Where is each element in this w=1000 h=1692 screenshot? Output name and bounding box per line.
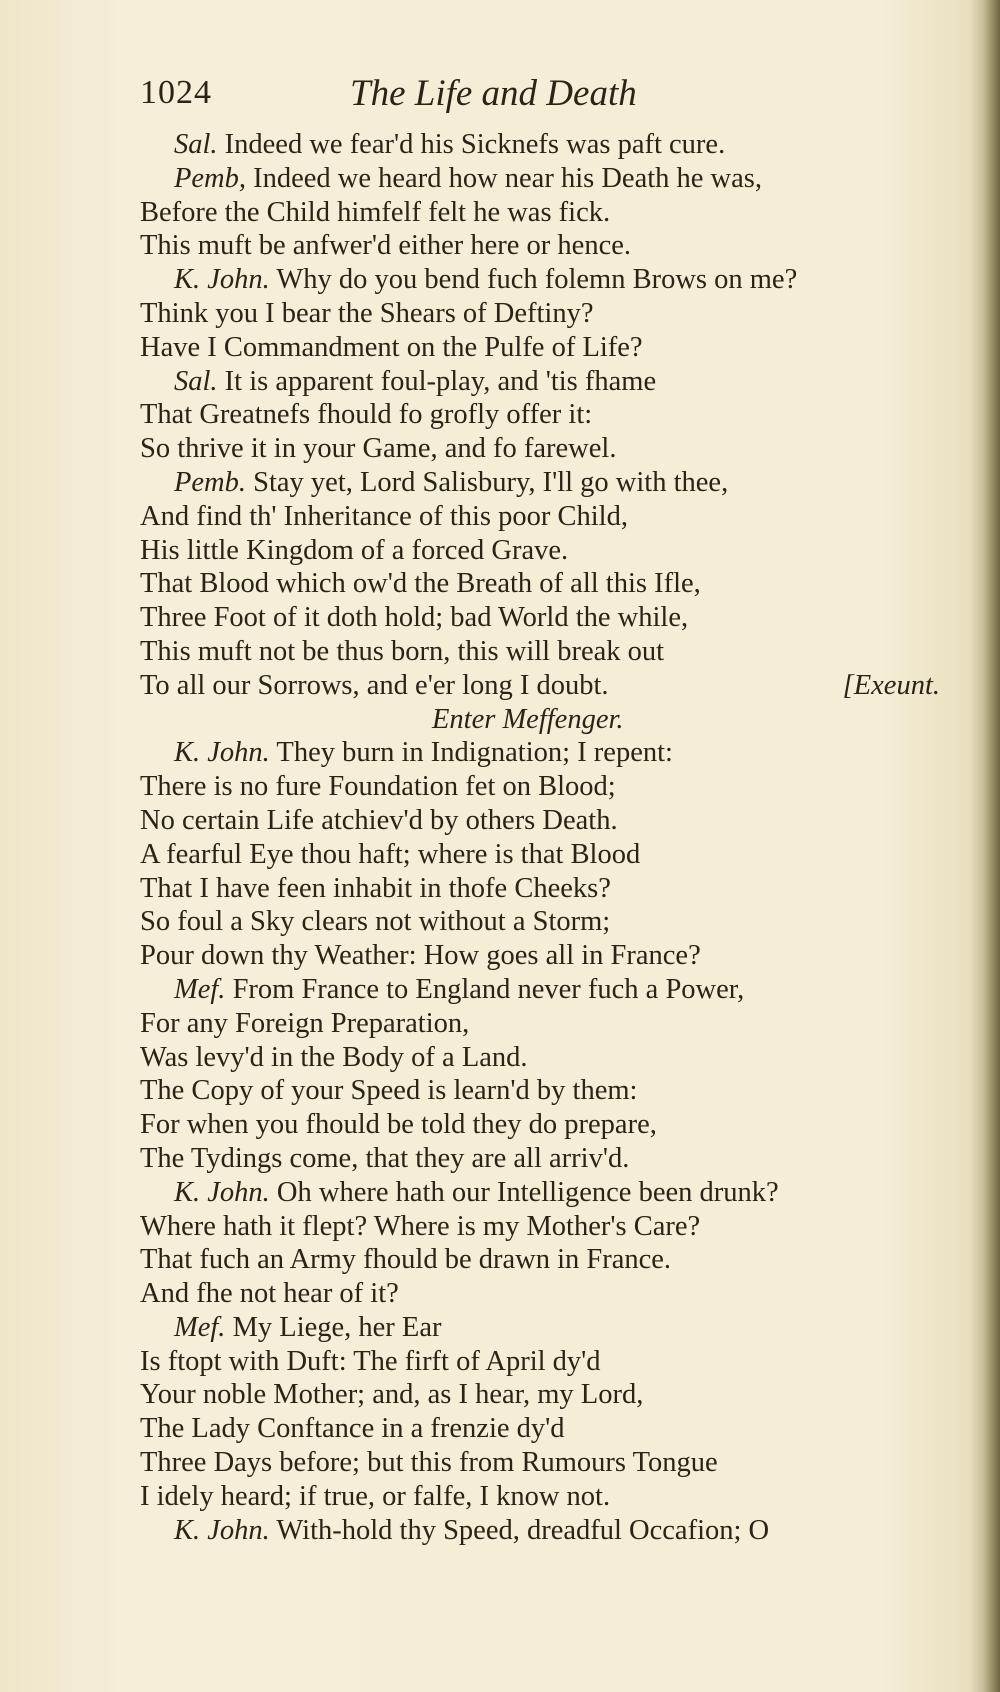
verse-line xyxy=(140,1412,940,1446)
line-text: From France to England never fuch a Power, xyxy=(225,973,745,1005)
line-text: Your noble Mother; and, as I hear, my Lord, xyxy=(140,1379,644,1411)
speaker-name: K. John. xyxy=(174,1176,270,1208)
verse-line xyxy=(140,973,940,1007)
line-text: Where hath it flept? Where is my Mother's Care? xyxy=(140,1210,701,1242)
verse-line xyxy=(140,567,940,601)
line-text: That I have feen inhabit in thofe Cheeks? xyxy=(140,872,611,904)
line-text: For when you fhould be told they do prepare, xyxy=(140,1109,657,1141)
line-text: Before the Child himfelf felt he was fick. xyxy=(140,196,611,228)
speaker-name: K. John. xyxy=(174,264,270,296)
verse-line xyxy=(140,770,940,804)
stage-direction xyxy=(140,703,940,737)
speaker-name: Mef. xyxy=(174,973,226,1005)
line-text: Three Days before; but this from Rumours Tongue xyxy=(140,1447,718,1479)
speaker-name: Sal. xyxy=(174,365,218,397)
verse-line xyxy=(140,1514,940,1548)
verse-line xyxy=(140,365,940,399)
verse-line xyxy=(140,1243,940,1277)
speaker-name: Pemb, xyxy=(174,162,247,194)
verse-line xyxy=(140,1210,940,1244)
play-text xyxy=(140,128,940,1547)
line-text: This muft not be thus born, this will break out xyxy=(140,635,665,667)
line-text: This muft be anfwer'd either here or hence. xyxy=(140,230,631,262)
line-text: Have I Commandment on the Pulfe of Life? xyxy=(140,331,643,363)
line-text: The Tydings come, that they are all arriv'd. xyxy=(140,1142,630,1174)
verse-line xyxy=(140,1176,940,1210)
line-text: That Blood which ow'd the Breath of all this Ifle, xyxy=(140,568,701,600)
verse-line xyxy=(140,736,940,770)
page-header xyxy=(140,72,900,122)
line-text: Oh where hath our Intelligence been drunk? xyxy=(269,1176,779,1208)
line-text: Indeed we heard how near his Death he was, xyxy=(246,162,762,194)
verse-line xyxy=(140,263,940,297)
line-text: A fearful Eye thou haft; where is that Blood xyxy=(140,838,641,870)
line-text: Three Foot of it doth hold; bad World the while, xyxy=(140,602,689,634)
verse-line xyxy=(140,838,940,872)
verse-line xyxy=(140,1345,940,1379)
line-text: That Greatnefs fhould fo grofly offer it: xyxy=(140,399,593,431)
verse-line xyxy=(140,466,940,500)
verse-line xyxy=(140,939,940,973)
line-text: Why do you bend fuch folemn Brows on me? xyxy=(269,264,798,296)
verse-line xyxy=(140,1446,940,1480)
verse-line xyxy=(140,1108,940,1142)
line-text: The Copy of your Speed is learn'd by them: xyxy=(140,1075,638,1107)
verse-line xyxy=(140,229,940,263)
page-gutter-shadow xyxy=(982,0,1000,1692)
speaker-name: Pemb. xyxy=(174,466,247,498)
speaker-name: Sal. xyxy=(174,129,218,160)
line-text: His little Kingdom of a forced Grave. xyxy=(140,534,569,566)
verse-line xyxy=(140,432,940,466)
speaker-name: K. John. xyxy=(174,737,270,769)
line-text: Indeed we fear'd his Sicknefs was paft cure. xyxy=(217,129,726,160)
line-text: Stay yet, Lord Salisbury, I'll go with thee, xyxy=(246,466,729,498)
verse-line xyxy=(140,601,940,635)
page-number: 1024 xyxy=(140,74,212,111)
verse-line xyxy=(140,297,940,331)
line-text: Is ftopt with Duft: The firft of April dy'd xyxy=(140,1345,601,1377)
line-text: To all our Sorrows, and e'er long I doubt. xyxy=(140,669,609,701)
verse-line xyxy=(140,1041,940,1075)
line-text: And find th' Inheritance of this poor Child, xyxy=(140,500,628,532)
verse-line xyxy=(140,1074,940,1108)
verse-line xyxy=(140,128,940,162)
verse-line xyxy=(140,162,940,196)
line-text: And fhe not hear of it? xyxy=(140,1278,399,1310)
verse-line xyxy=(140,872,940,906)
verse-line xyxy=(140,1142,940,1176)
verse-line xyxy=(140,331,940,365)
line-text: The Lady Conftance in a frenzie dy'd xyxy=(140,1413,565,1445)
line-text: There is no fure Foundation fet on Blood; xyxy=(140,771,616,803)
verse-line xyxy=(140,196,940,230)
line-text: No certain Life atchiev'd by others Death. xyxy=(140,804,618,836)
verse-line xyxy=(140,1480,940,1514)
line-text: It is apparent foul-play, and 'tis fhame xyxy=(217,365,657,397)
line-text: They burn in Indignation; I repent: xyxy=(269,737,673,769)
verse-line xyxy=(140,1378,940,1412)
verse-line xyxy=(140,1311,940,1345)
line-text: Was levy'd in the Body of a Land. xyxy=(140,1041,528,1073)
line-text: Pour down thy Weather: How goes all in France? xyxy=(140,940,701,972)
line-text: For any Foreign Preparation, xyxy=(140,1007,470,1039)
line-text: I idely heard; if true, or falfe, I know not. xyxy=(140,1480,611,1512)
stage-direction-text: Enter Meffenger. xyxy=(432,703,624,735)
verse-line xyxy=(140,534,940,568)
line-text: So thrive it in your Game, and fo farewel. xyxy=(140,433,617,465)
verse-line xyxy=(140,1277,940,1311)
verse-line xyxy=(140,500,940,534)
speaker-name: K. John. xyxy=(174,1514,270,1546)
speaker-name: Mef. xyxy=(174,1311,226,1343)
verse-line xyxy=(140,669,940,703)
line-text: With-hold thy Speed, dreadful Occafion; O xyxy=(269,1514,770,1546)
verse-line xyxy=(140,804,940,838)
exit-direction: [Exeunt. xyxy=(842,669,940,701)
running-title: The Life and Death xyxy=(350,73,637,114)
line-text: Think you I bear the Shears of Deftiny? xyxy=(140,297,594,329)
line-text: So foul a Sky clears not without a Storm; xyxy=(140,906,611,938)
line-text: My Liege, her Ear xyxy=(225,1311,442,1343)
verse-line xyxy=(140,635,940,669)
verse-line xyxy=(140,905,940,939)
line-text: That fuch an Army fhould be drawn in France. xyxy=(140,1244,672,1276)
verse-line xyxy=(140,398,940,432)
verse-line xyxy=(140,1007,940,1041)
